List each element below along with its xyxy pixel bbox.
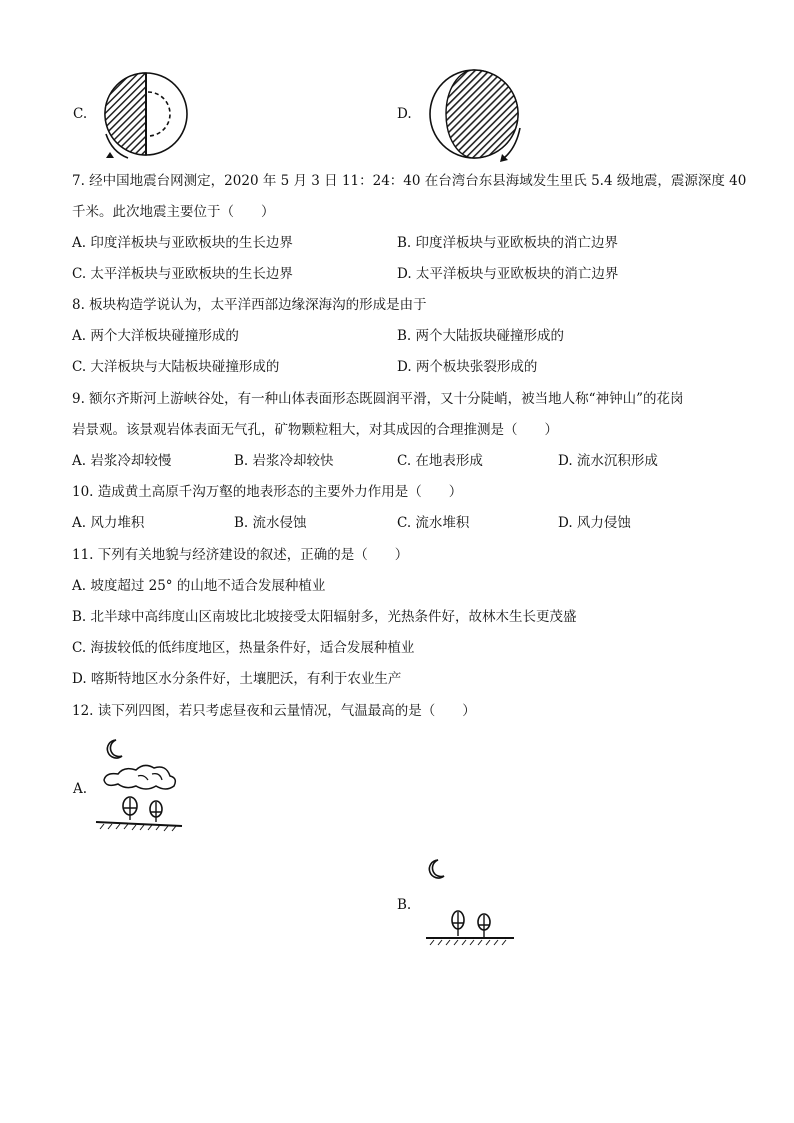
q11-option-b[interactable]: B. 北半球中高纬度山区南坡比北坡接受太阳辐射多，光热条件好，故林木生长更茂盛 bbox=[72, 609, 577, 625]
option-c-label: C. bbox=[73, 106, 88, 122]
q9-stem-line2: 岩景观。该景观岩体表面无气孔，矿物颗粒粗大，对其成因的合理推测是（ ） bbox=[72, 422, 558, 438]
q10-stem: 10. 造成黄土高原千沟万壑的地表形态的主要外力作用是（ ） bbox=[72, 484, 463, 500]
q12-option-a-label[interactable]: A. bbox=[73, 781, 88, 797]
q7-option-b[interactable]: B. 印度洋板块与亚欧板块的消亡边界 bbox=[397, 235, 619, 251]
q9-stem-line1: 9. 额尔齐斯河上游峡谷处，有一种山体表面形态既圆润平滑，又十分陡峭，被当地人称“神钟山”的花岗 bbox=[72, 391, 684, 407]
figure-a-night-cloudy bbox=[96, 736, 191, 836]
q9-option-c[interactable]: C. 在地表形成 bbox=[397, 453, 483, 469]
q8-option-a[interactable]: A. 两个大洋板块碰撞形成的 bbox=[72, 328, 239, 344]
q8-option-d[interactable]: D. 两个板块张裂形成的 bbox=[397, 359, 538, 375]
q7-option-a[interactable]: A. 印度洋板块与亚欧板块的生长边界 bbox=[72, 235, 293, 251]
q10-option-a[interactable]: A. 风力堆积 bbox=[72, 515, 145, 531]
q11-option-a[interactable]: A. 坡度超过 25° 的山地不适合发展种植业 bbox=[72, 578, 326, 594]
q9-option-b[interactable]: B. 岩浆冷却较快 bbox=[234, 453, 334, 469]
figure-c-moon-phase bbox=[96, 72, 196, 162]
q7-option-c[interactable]: C. 太平洋板块与亚欧板块的生长边界 bbox=[72, 266, 293, 282]
q7-stem-line1: 7. 经中国地震台网测定，2020 年 5 月 3 日 11：24：40 在台湾台东县海域发生里氏 5.4 级地震，震源深度 40 bbox=[72, 173, 747, 189]
q12-stem: 12. 读下列四图，若只考虑昼夜和云量情况，气温最高的是（ ） bbox=[72, 703, 476, 719]
q9-option-a[interactable]: A. 岩浆冷却较慢 bbox=[72, 453, 172, 469]
q11-stem: 11. 下列有关地貌与经济建设的叙述，正确的是（ ） bbox=[72, 547, 409, 563]
q10-option-c[interactable]: C. 流水堆积 bbox=[397, 515, 470, 531]
q10-option-d[interactable]: D. 风力侵蚀 bbox=[558, 515, 631, 531]
figure-d-moon-phase bbox=[420, 68, 530, 163]
q10-option-b[interactable]: B. 流水侵蚀 bbox=[234, 515, 307, 531]
option-d-label: D. bbox=[397, 106, 412, 122]
q8-stem: 8. 板块构造学说认为，太平洋西部边缘深海沟的形成是由于 bbox=[72, 297, 427, 313]
q7-stem-line2: 千米。此次地震主要位于（ ） bbox=[72, 204, 275, 220]
q8-option-b[interactable]: B. 两个大陆扳块碰撞形成的 bbox=[397, 328, 565, 344]
q8-option-c[interactable]: C. 大洋板块与大陆板块碰撞形成的 bbox=[72, 359, 280, 375]
figure-b-night-clear bbox=[422, 856, 522, 946]
q9-option-d[interactable]: D. 流水沉积形成 bbox=[558, 453, 658, 469]
q11-option-d[interactable]: D. 喀斯特地区水分条件好，土壤肥沃，有利于农业生产 bbox=[72, 671, 402, 687]
q11-option-c[interactable]: C. 海拔较低的低纬度地区，热量条件好，适合发展种植业 bbox=[72, 640, 415, 656]
q12-option-b-label[interactable]: B. bbox=[397, 897, 412, 913]
q7-option-d[interactable]: D. 太平洋板块与亚欧板块的消亡边界 bbox=[397, 266, 619, 282]
